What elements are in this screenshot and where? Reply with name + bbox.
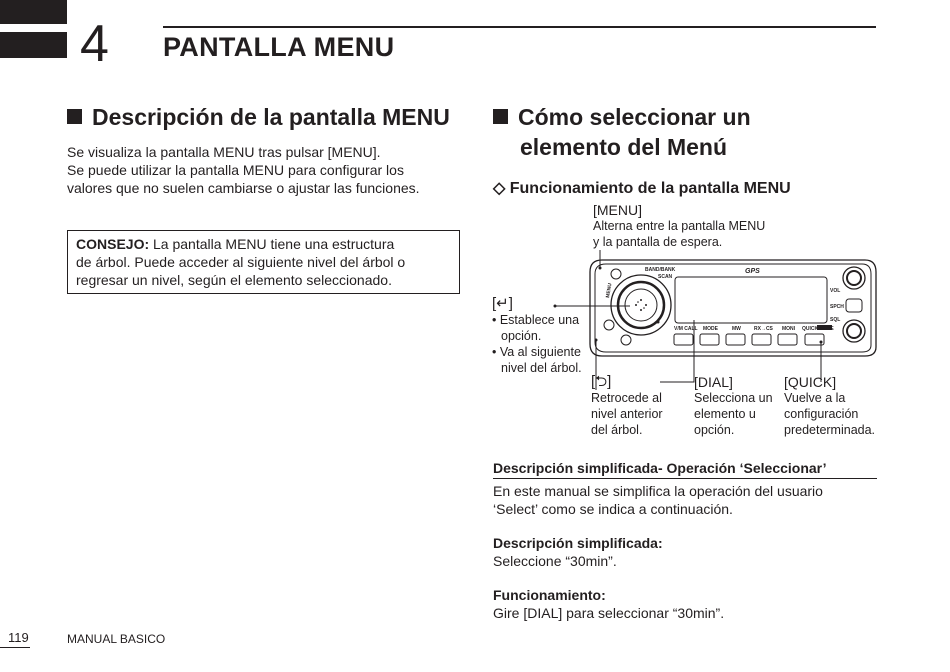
svg-text:MODE: MODE — [703, 326, 718, 332]
simple-op-text: Gire [DIAL] para seleccionar “30min”. — [493, 605, 725, 621]
svg-text:V/M CALL: V/M CALL — [674, 326, 698, 332]
page-number-rule — [0, 647, 30, 648]
simple-intro: En este manual se simplifica la operación del usuario ‘Select’ como se indica a continuación. — [493, 483, 823, 517]
svg-text:SPCH: SPCH — [830, 304, 844, 310]
chapter-title: PANTALLA MENU — [163, 32, 395, 62]
svg-text:QUICK MUTE: QUICK MUTE — [802, 326, 834, 332]
svg-text:MONI: MONI — [782, 326, 796, 332]
simple-desc-title: Descripción simplificada: — [493, 535, 663, 551]
menu-callout: [MENU] Alterna entre la pantalla MENU y la pantalla de espera. — [593, 202, 766, 249]
tip-box: CONSEJO: La pantalla MENU tiene una estructura de árbol. Puede acceder al siguiente nivel del árbol o regresar un nivel, según el elemento seleccionado. — [67, 230, 460, 294]
chapter-number: 4 — [80, 15, 109, 73]
left-paragraph: Se visualiza la pantalla MENU tras pulsar [MENU]. Se puede utilizar la pantalla MENU para configurar los valores que no suelen cambiarse o ajustar las funciones. — [67, 144, 420, 196]
simple-op-title: Funcionamiento: — [493, 587, 606, 603]
svg-text:GPS: GPS — [745, 268, 760, 275]
right-heading: Cómo seleccionar un elemento del Menú — [493, 102, 751, 162]
svg-text:SCAN: SCAN — [658, 274, 673, 280]
enter-callout: [↵] • Establece una opción. • Va al siguiente nivel del árbol. — [492, 295, 582, 375]
square-bullet-icon — [493, 109, 508, 124]
diamond-icon: ◇ — [493, 180, 510, 197]
back-callout: [⮌] Retrocede al nivel anterior del árbol. — [591, 373, 663, 437]
simple-title: Descripción simplificada- Operación ‘Seleccionar’ — [493, 460, 827, 476]
dial-callout: [DIAL] Selecciona un elemento u opción. — [694, 374, 773, 437]
simple-rule — [493, 478, 877, 479]
svg-text:VOL: VOL — [830, 288, 841, 294]
subheading: ◇ Funcionamiento de la pantalla MENU — [493, 180, 791, 197]
svg-text:MW: MW — [732, 326, 741, 332]
manual-name: MANUAL BASICO — [67, 632, 166, 646]
svg-text:SQL: SQL — [830, 317, 841, 323]
chapter-tab-top — [0, 0, 67, 24]
quick-callout: [QUICK] Vuelve a la configuración predeterminada. — [784, 374, 876, 437]
svg-text:BAND/BANK: BAND/BANK — [645, 267, 676, 273]
simple-desc-text: Seleccione “30min”. — [493, 553, 617, 569]
svg-text:MENU: MENU — [605, 282, 614, 299]
chapter-rule — [163, 26, 876, 28]
chapter-tab-bottom — [0, 32, 67, 58]
square-bullet-icon — [67, 109, 82, 124]
svg-text:RX→CS: RX→CS — [754, 326, 773, 332]
tip-label: CONSEJO: — [76, 236, 150, 252]
left-heading: Descripción de la pantalla MENU — [67, 102, 450, 132]
page-number: 119 — [8, 630, 29, 645]
